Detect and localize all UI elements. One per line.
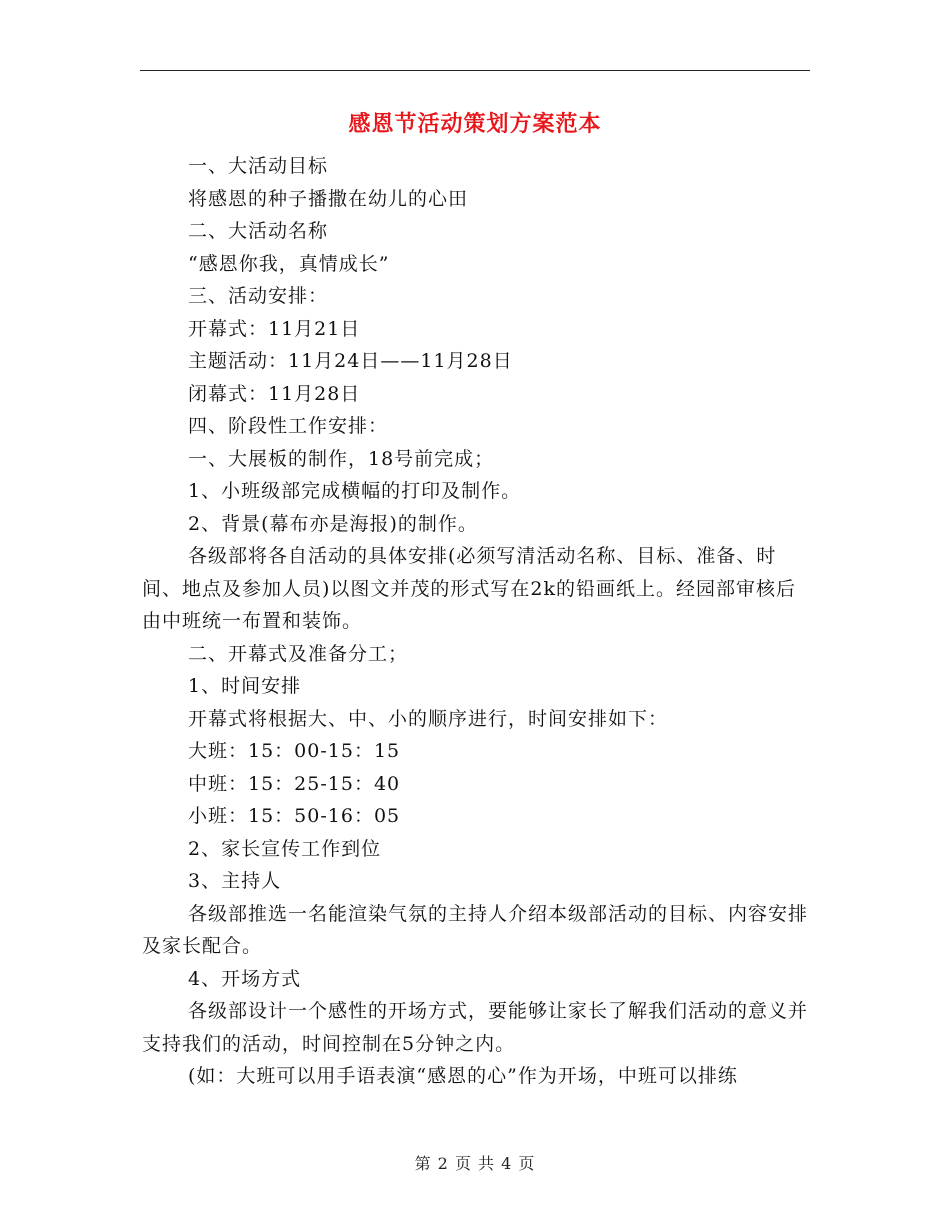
paragraph: 开幕式将根据大、中、小的顺序进行，时间安排如下： (188, 707, 669, 730)
paragraph: 一、大活动目标 (188, 155, 329, 177)
paragraph: 二、大活动名称 (188, 220, 329, 242)
paragraph: 1、时间安排 (188, 675, 302, 697)
paragraph: 3、主持人 (188, 870, 282, 892)
paragraph: 四、阶段性工作安排： (188, 415, 389, 437)
page-number: 第 2 页 共 4 页 (414, 1154, 536, 1173)
paragraph: 小班：15：50-16：05 (188, 805, 401, 827)
paragraph: 开幕式：11月21日 (188, 317, 361, 340)
paragraph: 2、家长宣传工作到位 (188, 837, 382, 860)
paragraph: 三、活动安排： (188, 285, 329, 307)
paragraph: 4、开场方式 (188, 967, 302, 990)
paragraph: 各级部设计一个感性的开场方式，要能够让家长了解我们活动的意义并支持我们的活动，时间控制在5分钟之内。 (142, 1000, 809, 1055)
paragraph: 二、开幕式及准备分工； (188, 642, 409, 665)
paragraph: 1、小班级部完成横幅的打印及制作。 (188, 480, 522, 502)
header-rule (140, 70, 810, 71)
paragraph: 各级部将各自活动的具体安排(必须写清活动名称、目标、准备、时间、地点及参加人员)以图文并茂的形式写在2k的铅画纸上。经园部审核后由中班统一布置和装饰。 (142, 545, 797, 632)
paragraph: (如：大班可以用手语表演“感恩的心”作为开场，中班可以排练 (188, 1065, 738, 1087)
paragraph: 2、背景(幕布亦是海报)的制作。 (188, 512, 478, 535)
document-body (142, 150, 810, 1093)
paragraph: 主题活动：11月24日——11月28日 (188, 350, 513, 372)
paragraph: 闭幕式：11月28日 (188, 382, 361, 405)
paragraph: 将感恩的种子播撒在幼儿的心田 (188, 187, 469, 210)
paragraph: 中班：15：25-15：40 (188, 772, 401, 795)
paragraph: “感恩你我，真情成长” (188, 252, 390, 275)
paragraph: 一、大展板的制作，18号前完成； (188, 447, 495, 470)
paragraph: 大班：15：00-15：15 (188, 740, 401, 762)
paragraph: 各级部推选一名能渲染气氛的主持人介绍本级部活动的目标、内容安排及家长配合。 (142, 902, 809, 957)
document-title: 感恩节活动策划方案范本 (348, 112, 602, 137)
